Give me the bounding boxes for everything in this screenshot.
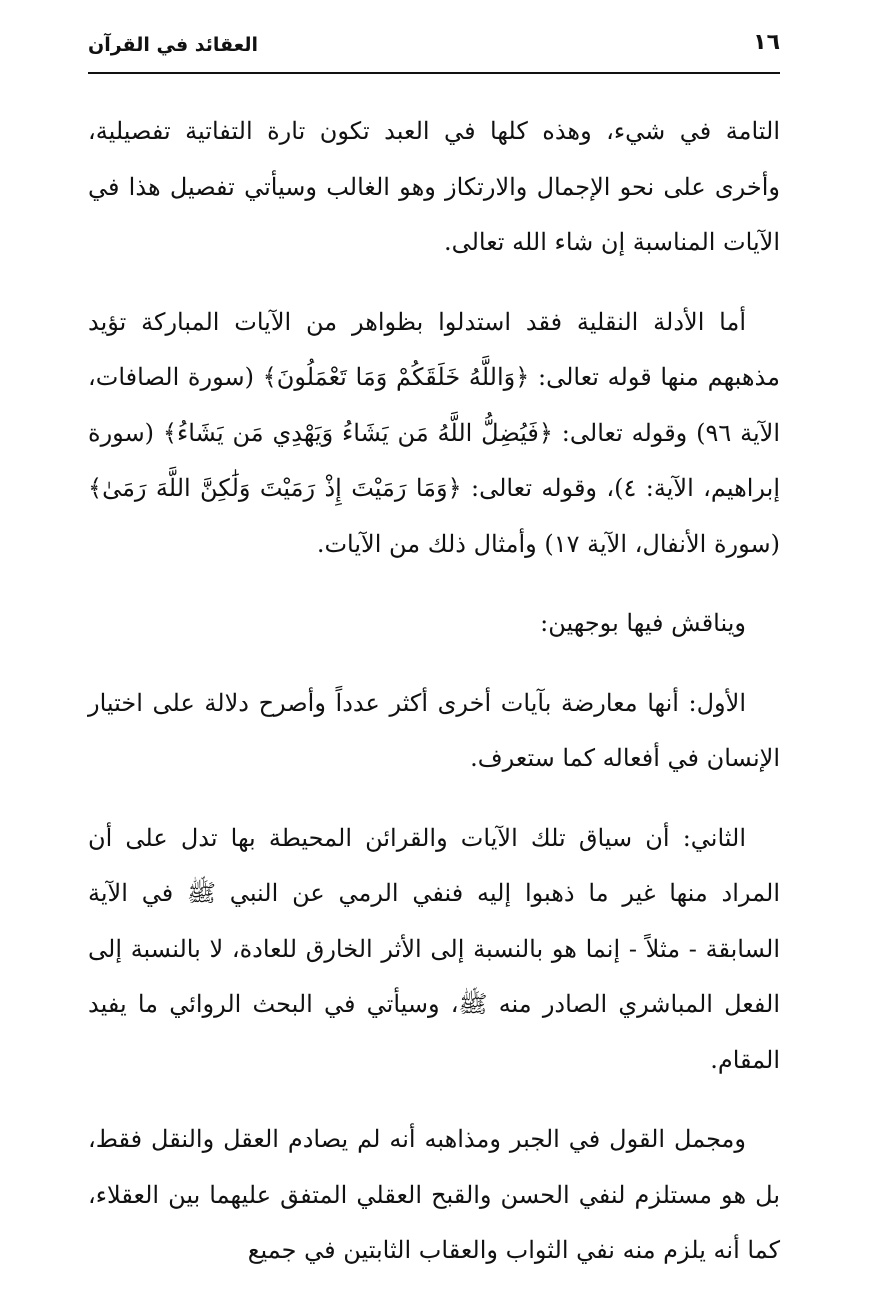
running-title: العقائد في القرآن <box>88 34 259 56</box>
paragraph-3: ويناقش فيها بوجهين: <box>540 609 746 637</box>
paragraph-2: أما الأدلة النقلية فقد استدلوا بظواهر من الآيات المباركة تؤيد مذهبهم منها قوله تعالى: ﴿وَاللَّهُ خَلَقَكُمْ وَمَا تَعْمَلُونَ﴾ (سورة الصافات، الآية ٩٦) وقوله تعالى: ﴿فَيُضِلُّ اللَّهُ مَن يَشَاءُ وَيَهْدِي مَن يَشَاءُ﴾ (سورة إبراهيم، الآية: ٤)، وقوله تعالى: ﴿وَمَا رَمَيْتَ إِذْ رَمَيْتَ وَلَٰكِنَّ اللَّهَ رَمَىٰ﴾ (سورة الأنفال، الآية ١٧) وأمثال ذلك من الآيات. <box>88 307 781 558</box>
page-header <box>88 28 780 68</box>
paragraph-1: التامة في شيء، وهذه كلها في العبد تكون تارة التفاتية تفصيلية، وأخرى على نحو الإجمال والارتكاز وهو الغالب وسيأتي تفصيل هذا في الآيات المناسبة إن شاء الله تعالى. <box>88 117 780 256</box>
page-number: ١٦ <box>753 30 780 55</box>
paragraph-6: ومجمل القول في الجبر ومذاهبه أنه لم يصادم العقل والنقل فقط، بل هو مستلزم لنفي الحسن والقبح العقلي المتفق عليهما بين العقلاء، كما أنه يلزم منه نفي الثواب والعقاب الثابتين في جميع <box>88 1125 780 1264</box>
header-divider <box>88 72 780 74</box>
body-text <box>88 104 780 1303</box>
paragraph-5: الثاني: أن سياق تلك الآيات والقرائن المحيطة بها تدل على أن المراد منها غير ما ذهبوا إليه فنفي الرمي عن النبي ﷺ في الآية السابقة - مثلاً - إنما هو بالنسبة إلى الأثر الخارق للعادة، لا بالنسبة إلى الفعل المباشري الصادر منه ﷺ، وسيأتي في البحث الروائي ما يفيد المقام. <box>88 823 781 1074</box>
paragraph-4: الأول: أنها معارضة بآيات أخرى أكثر عدداً وأصرح دلالة على اختيار الإنسان في أفعاله كما ستعرف. <box>88 688 780 772</box>
